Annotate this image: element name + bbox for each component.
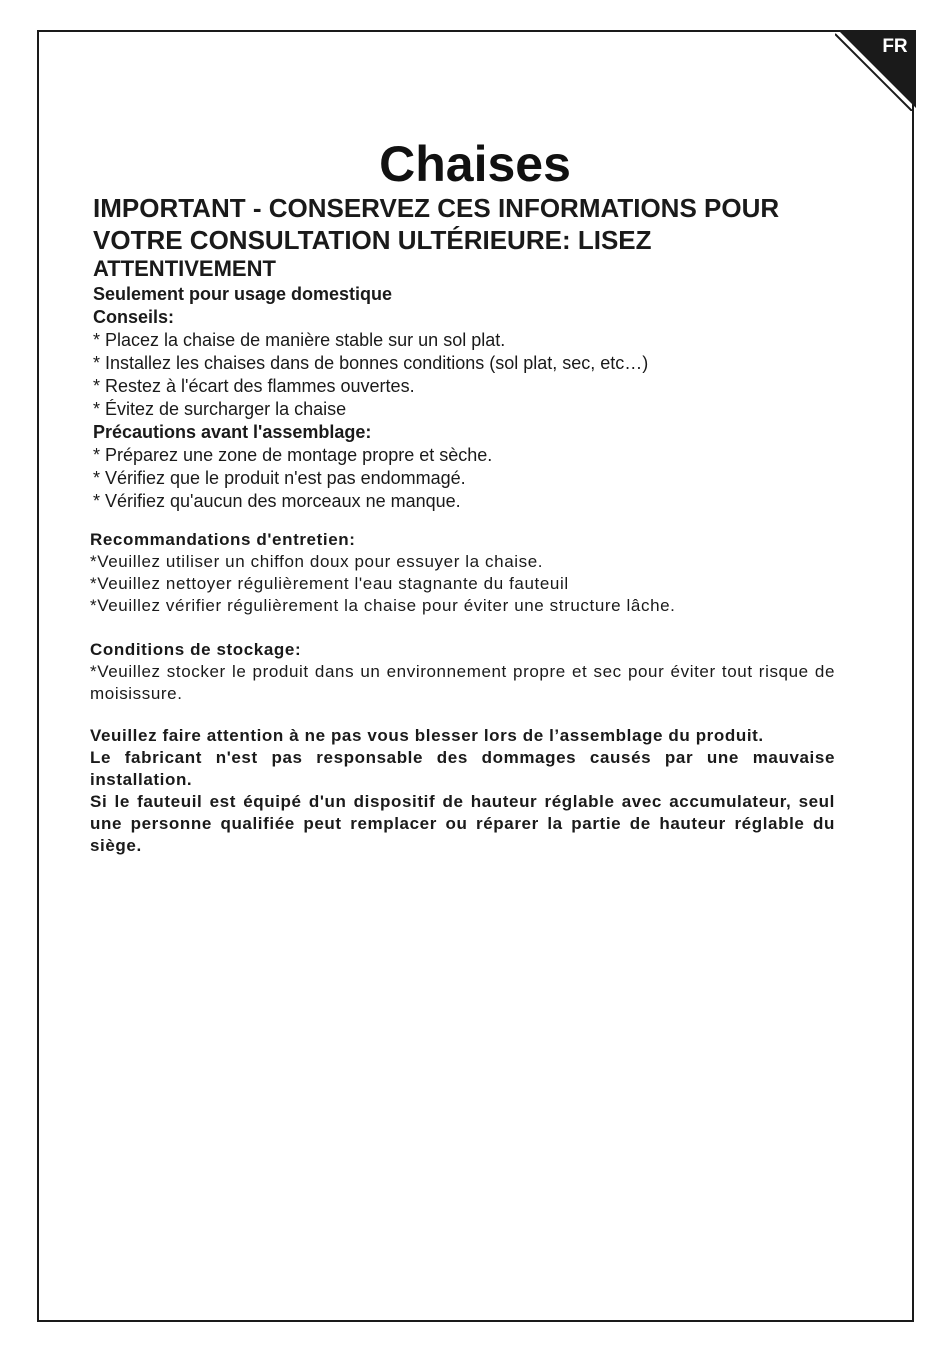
attentivement-heading: ATTENTIVEMENT xyxy=(93,256,276,281)
conseils-item: * Restez à l'écart des flammes ouvertes. xyxy=(93,376,415,396)
entretien-heading: Recommandations d'entretien: xyxy=(90,530,356,549)
warning-paragraph: Si le fauteuil est équipé d'un dispositif de hauteur réglable avec accumulateur, seul une personne qualifiée peut remplacer ou réparer la partie de hauteur réglable du siège. xyxy=(90,792,835,855)
usage-note: Seulement pour usage domestique xyxy=(93,284,393,304)
entretien-item: *Veuillez nettoyer régulièrement l'eau stagnante du fauteuil xyxy=(90,574,569,593)
stockage-heading: Conditions de stockage: xyxy=(90,640,302,659)
conseils-item: * Installez les chaises dans de bonnes conditions (sol plat, sec, etc…) xyxy=(93,353,649,373)
main-content xyxy=(93,192,853,513)
instructions-block xyxy=(93,283,853,513)
precautions-heading: Précautions avant l'assemblage: xyxy=(93,422,372,442)
language-label: FR xyxy=(882,36,908,57)
precautions-item: * Préparez une zone de montage propre et sèche. xyxy=(93,445,493,465)
entretien-item: *Veuillez utiliser un chiffon doux pour essuyer la chaise. xyxy=(90,552,544,571)
conseils-heading: Conseils: xyxy=(93,307,175,327)
warning-paragraph: Le fabricant n'est pas responsable des dommages causés par une mauvaise installation. xyxy=(90,748,835,789)
care-and-storage-section xyxy=(90,529,835,705)
page-title: Chaises xyxy=(379,136,571,192)
precautions-item: * Vérifiez qu'aucun des morceaux ne manque. xyxy=(93,491,461,511)
conseils-item: * Évitez de surcharger la chaise xyxy=(93,399,347,419)
conseils-item: * Placez la chaise de manière stable sur un sol plat. xyxy=(93,330,506,350)
warnings-section xyxy=(90,725,835,857)
entretien-item: *Veuillez vérifier régulièrement la chaise pour éviter une structure lâche. xyxy=(90,596,676,615)
precautions-item: * Vérifiez que le produit n'est pas endommagé. xyxy=(93,468,466,488)
warning-paragraph: Veuillez faire attention à ne pas vous blesser lors de l’assemblage du produit. xyxy=(90,726,764,745)
stockage-text: *Veuillez stocker le produit dans un environnement propre et sec pour éviter tout risque de moisissure. xyxy=(90,662,835,703)
important-heading: IMPORTANT - CONSERVEZ CES INFORMATIONS POUR VOTRE CONSULTATION ULTÉRIEURE: LISEZ xyxy=(93,193,780,255)
